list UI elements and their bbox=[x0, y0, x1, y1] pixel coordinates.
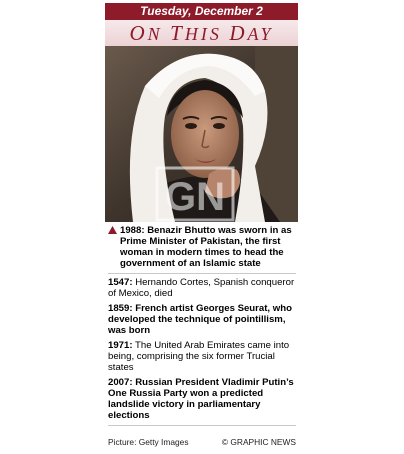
entry-text: French artist Georges Seurat, who developed the technique of pointillism, was born bbox=[108, 303, 292, 336]
entry-text: Russian President Vladimir Putin’s One Russia Party won a predicted landslide victory in parliamentary elections bbox=[108, 377, 294, 421]
entry-1988 bbox=[108, 225, 296, 269]
section-title bbox=[105, 20, 298, 46]
photo-credit: Picture: Getty Images bbox=[108, 437, 189, 447]
entry-1859 bbox=[108, 303, 296, 336]
entry-text: Benazir Bhutto was sworn in as Prime Minister of Pakistan, the first woman in modern times to head the government of an Islamic state bbox=[120, 225, 292, 269]
entry-year: 2007: bbox=[108, 377, 133, 388]
entry-1547 bbox=[108, 277, 296, 299]
title-letter-t: T bbox=[170, 21, 185, 45]
on-this-day-card bbox=[105, 3, 298, 450]
divider bbox=[108, 425, 296, 426]
title-part-1: N bbox=[147, 24, 171, 44]
footer bbox=[108, 437, 296, 447]
title-part-3: AY bbox=[247, 24, 274, 44]
triangle-bullet-icon bbox=[108, 226, 117, 234]
date-header: Tuesday, December 2 bbox=[105, 3, 298, 20]
entry-2007 bbox=[108, 377, 296, 421]
entry-year: 1859: bbox=[108, 303, 133, 314]
entry-year: 1988: bbox=[120, 225, 145, 236]
entry-text: The United Arab Emirates came into being, comprising the six former Trucial states bbox=[108, 340, 290, 373]
portrait-illustration bbox=[105, 46, 298, 222]
entry-year: 1971: bbox=[108, 340, 133, 351]
portrait-photo bbox=[105, 46, 298, 222]
entries-list bbox=[108, 225, 296, 429]
divider bbox=[108, 273, 296, 274]
title-letter-o: O bbox=[129, 21, 148, 45]
entry-text: Hernando Cortes, Spanish conqueror of Mexico, died bbox=[108, 277, 295, 299]
title-part-2: HIS bbox=[184, 24, 230, 44]
svg-text:GN: GN bbox=[165, 175, 225, 219]
title-letter-d: D bbox=[229, 21, 248, 45]
copyright: © GRAPHIC NEWS bbox=[221, 437, 296, 447]
entry-year: 1547: bbox=[108, 277, 133, 288]
entry-1971 bbox=[108, 340, 296, 373]
